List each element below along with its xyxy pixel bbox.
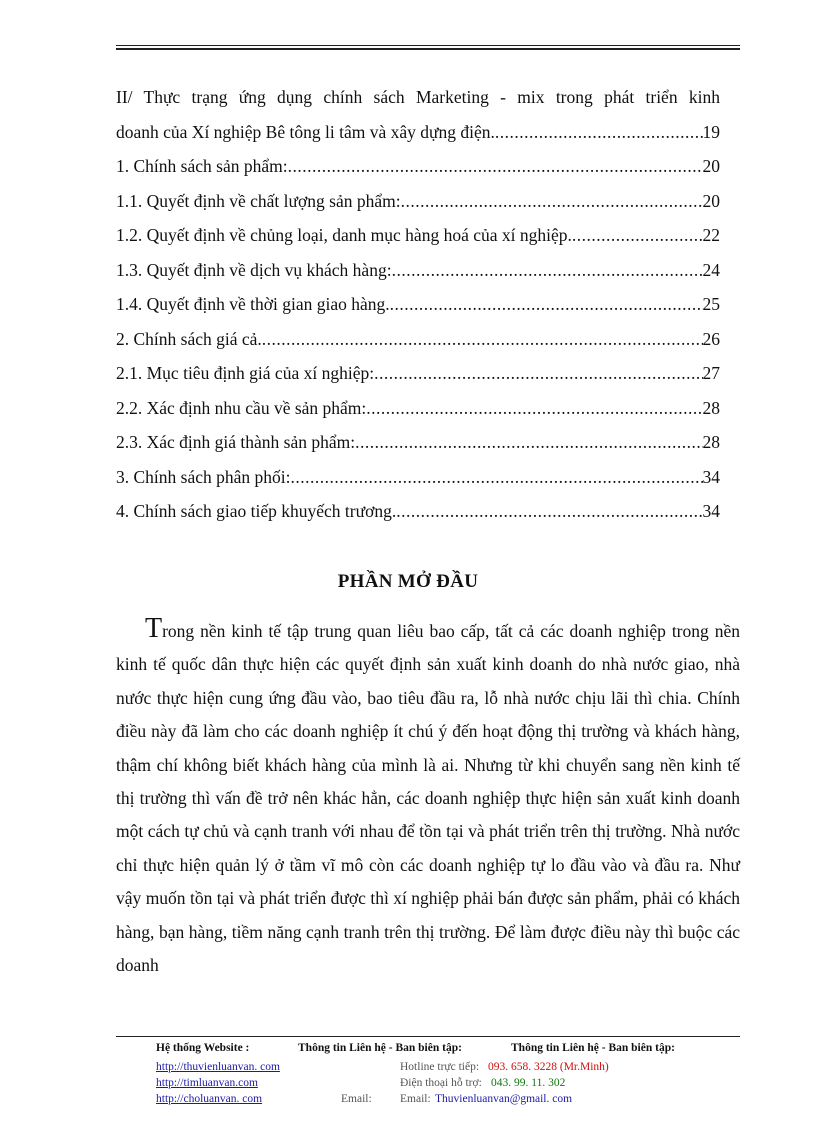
toc-leader-dots	[366, 391, 702, 426]
toc-leader-dots	[262, 322, 703, 357]
toc-page-number: 28	[702, 432, 720, 452]
toc-entry-text: 1.1. Quyết định về chất lượng sản phẩm:	[116, 190, 401, 211]
toc-leader-dots	[572, 218, 703, 253]
toc-entry-text: doanh của Xí nghiệp Bê tông li tâm và xây dựng điện.	[116, 121, 495, 142]
toc-entry-text: 2.2. Xác định nhu cầu về sản phẩm:	[116, 397, 367, 418]
email-label: Email:	[400, 1093, 431, 1105]
toc-page-number: 25	[702, 294, 720, 314]
toc-page-number: 26	[702, 328, 720, 349]
header-rule	[116, 45, 740, 50]
toc-entry-text: 1.4. Quyết định về thời gian giao hàng.	[116, 294, 390, 314]
toc-entry-text: 4. Chính sách giao tiếp khuyếch trương.	[116, 501, 397, 521]
toc-entry-text: 1.2. Quyết định về chủng loại, danh mục hàng hoá của xí nghiệp.	[116, 225, 572, 245]
toc-entry[interactable]	[116, 460, 720, 495]
toc-entry[interactable]	[116, 425, 720, 460]
toc-entry-text: 1. Chính sách sản phẩm:	[116, 156, 288, 176]
table-of-contents	[116, 80, 720, 529]
footer-contact-heading: Thông tin Liên hệ - Ban biên tập:	[298, 1042, 462, 1054]
toc-entry[interactable]	[116, 287, 720, 322]
footer-website-link[interactable]: http://timluanvan.com	[156, 1077, 258, 1089]
toc-page-number: 28	[702, 397, 720, 418]
toc-page-number: 24	[702, 259, 720, 280]
toc-entry[interactable]	[116, 253, 720, 288]
toc-entry-text: 3. Chính sách phân phối:	[116, 466, 291, 487]
phone-label: Điện thoại hỗ trợ:	[400, 1077, 482, 1089]
toc-entry[interactable]	[116, 149, 720, 184]
toc-entry-text: 2.1. Mục tiêu định giá của xí nghiệp:	[116, 363, 375, 383]
intro-paragraph	[116, 615, 740, 982]
footer-website-link[interactable]: http://choluanvan. com	[156, 1093, 263, 1105]
toc-page-number: 22	[702, 225, 720, 245]
toc-leader-dots	[392, 253, 703, 288]
footer-website-link[interactable]: http://thuvienluanvan. com	[156, 1061, 280, 1073]
toc-entry[interactable]	[116, 218, 720, 253]
toc-page-number: 20	[702, 156, 720, 176]
toc-leader-dots	[390, 287, 703, 322]
footer-websites-heading: Hệ thống Website :	[156, 1042, 250, 1054]
toc-leader-dots	[396, 494, 702, 529]
phone-value: 043. 99. 11. 302	[491, 1077, 566, 1089]
toc-page-number: 34	[702, 466, 720, 487]
toc-page-number: 34	[702, 501, 720, 521]
footer	[0, 1040, 816, 1110]
hotline-label: Hotline trực tiếp:	[400, 1061, 480, 1073]
toc-page-number: 20	[702, 190, 720, 211]
toc-leader-dots	[291, 460, 703, 495]
toc-entry[interactable]	[116, 391, 720, 426]
toc-entry[interactable]	[116, 115, 720, 150]
hotline-value: 093. 658. 3228 (Mr.Minh)	[488, 1061, 609, 1073]
toc-leader-dots	[495, 115, 703, 150]
section-title: PHẦN MỞ ĐẦU	[337, 571, 479, 592]
toc-entry[interactable]	[116, 184, 720, 219]
toc-entry[interactable]	[116, 322, 720, 357]
footer-contact-heading-2: Thông tin Liên hệ - Ban biên tập:	[511, 1042, 675, 1054]
footer-rule	[116, 1036, 740, 1037]
email-label-left: Email:	[341, 1093, 372, 1105]
drop-cap: T	[145, 613, 163, 644]
toc-page-number: 27	[702, 363, 720, 383]
toc-page-number: 19	[702, 121, 720, 142]
paragraph-text: rong nền kinh tế tập trung quan liêu bao cấp, tất cả các doanh nghiệp trong nền kinh tế quốc dân thực hiện các quyết định sản xuất kinh doanh do nhà nước giao, nhà nước thực hiện cung ứng đầu vào, bao tiêu đầu ra, lỗ nhà nước chịu lãi thì chia. Chính điều này đã làm cho các doanh nghiệp ít chú ý đến hoạt động thị trường và khách hàng, thậm chí không biết khách hàng của mình là ai. Nhưng từ khi chuyển sang nền kinh tế thị trường thì vấn đề trở nên khác hẳn, các doanh nghiệp thực hiện sản xuất kinh doanh một cách tự chủ và cạnh tranh với nhau để tồn tại và phát triển trên thị trường. Nhà nước chỉ thực hiện quản lý ở tầm vĩ mô còn các doanh nghiệp tự lo đầu vào và đầu ra. Như vậy muốn tồn tại và phát triển được thì xí nghiệp phải bán được sản phẩm, phải có khách hàng, bạn hàng, tiềm năng cạnh tranh trên thị trường. Để làm được điều này thì buộc các doanh	[116, 621, 740, 976]
toc-entry[interactable]	[116, 356, 720, 391]
email-value[interactable]: Thuvienluanvan@gmail. com	[435, 1093, 573, 1105]
toc-leader-dots	[355, 425, 702, 460]
toc-leader-dots	[401, 184, 703, 219]
toc-entry-text: 1.3. Quyết định về dịch vụ khách hàng:	[116, 259, 392, 280]
toc-entry-text: 2. Chính sách giá cả.	[116, 328, 262, 349]
toc-entry-line: II/ Thực trạng ứng dụng chính sách Marketing - mix trong phát triển kinh	[116, 87, 720, 107]
toc-leader-dots	[374, 356, 702, 391]
toc-leader-dots	[288, 149, 703, 184]
toc-entry[interactable]	[116, 494, 720, 529]
toc-entry-text: 2.3. Xác định giá thành sản phẩm:	[116, 432, 356, 452]
